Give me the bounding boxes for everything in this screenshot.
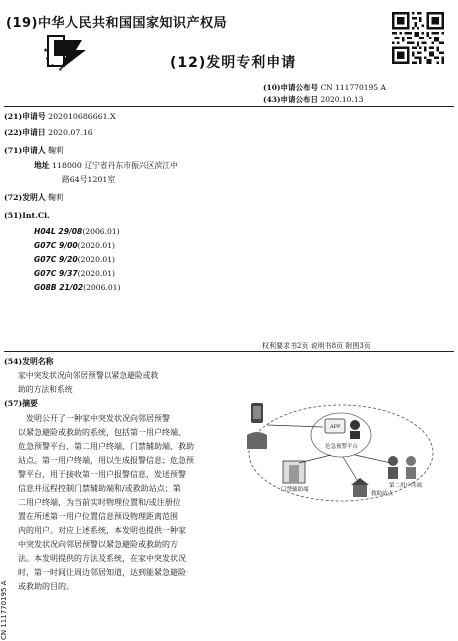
inventor-value: 鞠莉 xyxy=(48,193,64,202)
ipc-date: (2020.01) xyxy=(77,269,115,278)
address-line1: 118000 辽宁省丹东市振兴区滨江中 xyxy=(52,161,178,170)
applicant-value: 鞠莉 xyxy=(48,146,64,155)
abstract-line: 以紧急避险或救助的系统，包括第一用户终端、 xyxy=(18,428,186,437)
door-assist-node xyxy=(281,461,309,493)
applicant-label: (71)申请人 xyxy=(4,146,46,155)
ipc-date: (2006.01) xyxy=(82,227,120,236)
application-date-field xyxy=(4,127,93,138)
svg-text:★: ★ xyxy=(50,63,55,69)
abstract-line: 发明公开了一种家中突发状况向邻居预警 xyxy=(26,414,170,423)
document-type-title: (12)发明专利申请 xyxy=(170,55,297,71)
intcl-label-text: (51)Int.Cl. xyxy=(4,211,50,220)
application-number-label: (21)申请号 xyxy=(4,112,46,121)
publication-number xyxy=(263,82,386,93)
biblio-divider xyxy=(4,351,454,352)
rescue-station-label: 救助站点 xyxy=(371,491,394,497)
address-line2: 路64号1201室 xyxy=(62,175,116,184)
inventor-label: (72)发明人 xyxy=(4,193,46,202)
address-label: 地址 xyxy=(34,161,50,170)
ipc-code: G07C 9/20 xyxy=(34,255,78,264)
abstract-line: 二用户终端，为当前实时物理位置和/或注册位 xyxy=(18,498,181,507)
publication-date-label: (43)申请公布日 xyxy=(263,95,319,104)
application-date-label: (22)申请日 xyxy=(4,128,46,137)
abstract-body xyxy=(18,412,230,594)
application-number-value: 202010686661.X xyxy=(48,112,116,121)
abstract-line: 法。本发明提供的方法及系统，在家中突发状况 xyxy=(18,554,186,563)
ipc-row xyxy=(34,255,115,264)
inventor-field xyxy=(4,192,64,203)
platform-app-text: APP xyxy=(330,424,341,430)
abstract-line: 信息并远程控制门禁辅助端和/或救助站点；第 xyxy=(18,484,181,493)
ipc-date: (2020.01) xyxy=(77,255,115,264)
publication-number-value: CN 111770195 A xyxy=(320,83,386,92)
ipc-code: G08B 21/02 xyxy=(34,283,84,292)
applicant-field xyxy=(4,145,64,156)
ipc-date: (2006.01) xyxy=(83,283,121,292)
qr-code-icon[interactable] xyxy=(392,12,444,64)
abstract-line: 内的用户。对应上述系统，本发明也提供一种家 xyxy=(18,526,186,535)
ipc-row xyxy=(34,283,120,292)
abstract-line: 置在所述第一用户位置信息预设物理距离范围 xyxy=(18,512,178,521)
abstract-line: 或救助的目的。 xyxy=(18,582,74,591)
abstract-label-text: (57)摘要 xyxy=(4,399,38,408)
patent-office-emblem-icon xyxy=(40,30,90,74)
svg-text:★: ★ xyxy=(58,67,63,73)
second-user-label: 第二用户终端 xyxy=(389,483,423,489)
abstract-label xyxy=(4,398,38,409)
second-user-node xyxy=(388,456,423,489)
abstract-line: 站点。第一用户终端，用以生成报警信息；危急预 xyxy=(18,456,194,465)
publication-date xyxy=(263,94,363,105)
ipc-row xyxy=(34,227,120,236)
invention-name-line1: 家中突发状况向邻居预警以紧急避险或救 xyxy=(18,371,159,380)
application-number-field xyxy=(4,111,116,122)
platform-label: 危急预警平台 xyxy=(325,444,359,450)
svg-text:★: ★ xyxy=(45,56,50,62)
invention-name-line2: 助的方法和系统 xyxy=(18,385,73,394)
abstract-line: 警平台，用于接收第一用户报警信息，发送预警 xyxy=(18,470,186,479)
ipc-row xyxy=(34,241,115,250)
page-count-line: 权利要求书2页 说明书8页 附图3页 xyxy=(262,342,371,350)
first-user-node xyxy=(247,403,267,449)
door-assist-label: 门禁辅助端 xyxy=(281,487,309,493)
intcl-label xyxy=(4,211,50,220)
ipc-code: H04L 29/08 xyxy=(34,227,83,236)
publication-number-label: (10)申请公布号 xyxy=(263,83,319,92)
publication-date-value: 2020.10.13 xyxy=(320,95,364,104)
ipc-code: G07C 9/37 xyxy=(34,269,78,278)
invention-name-label-text: (54)发明名称 xyxy=(4,357,54,366)
abstract-line: 危急预警平台、第二用户终端、门禁辅助端、救助 xyxy=(18,442,194,451)
ipc-row xyxy=(34,269,115,278)
invention-name-label xyxy=(4,356,53,367)
application-date-value: 2020.07.16 xyxy=(48,128,93,137)
side-publication-number: CN 111770195 A xyxy=(0,580,8,640)
svg-text:★: ★ xyxy=(43,47,49,54)
abstract-line: 中突发状况向邻居预警以紧急避险或救助的方 xyxy=(18,540,178,549)
office-title: (19)中华人民共和国国家知识产权局 xyxy=(6,16,227,31)
address-field xyxy=(34,160,178,171)
platform-node xyxy=(325,419,360,450)
header-divider xyxy=(4,106,454,107)
abstract-figure xyxy=(233,395,449,515)
ipc-code: G07C 9/00 xyxy=(34,241,78,250)
abstract-line: 时，第一时间让周边邻居知道，达到能紧急避险 xyxy=(18,568,186,577)
ipc-date: (2020.01) xyxy=(77,241,115,250)
